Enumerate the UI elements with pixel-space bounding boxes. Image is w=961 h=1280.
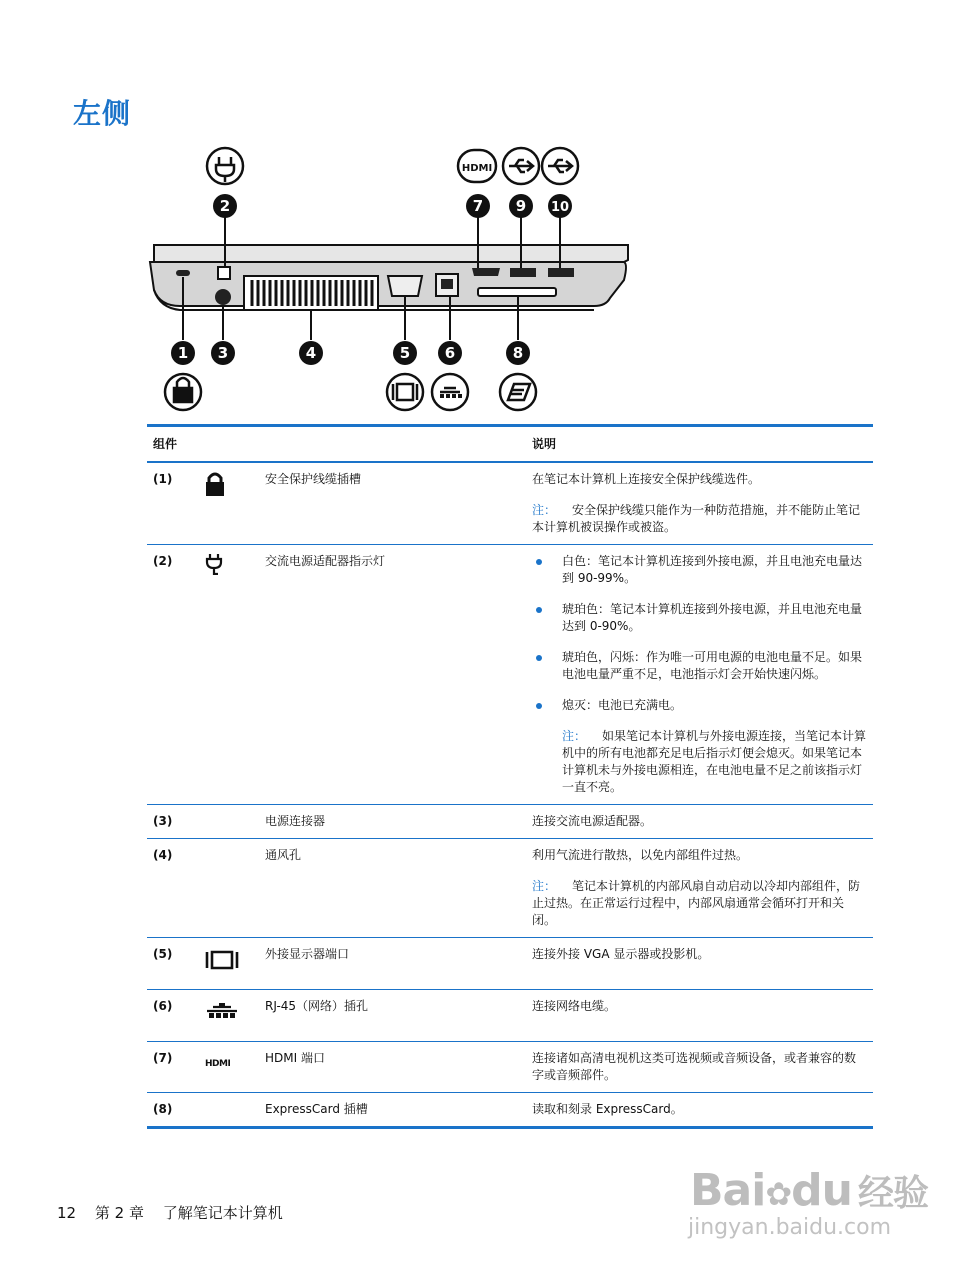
note-label: 注： [562, 729, 587, 743]
lock-icon [205, 471, 225, 497]
table-header-description: 说明 [526, 426, 873, 463]
note [532, 728, 867, 796]
note-text: 如果笔记本计算机与外接电源连接，当笔记本计算机中的所有电池都充足电后指示灯便会熄灭。如果笔记本计算机未与外接电源相连，在电池电量不足之前该指示灯一直不亮。 [562, 729, 867, 794]
hdmi-icon: HDMI [461, 163, 493, 174]
row-number: (1) [147, 462, 199, 545]
description: 连接交流电源适配器。 [526, 805, 873, 839]
expresscard-icon [500, 374, 536, 410]
component-name: ExpressCard 插槽 [259, 1093, 526, 1128]
note-text: 笔记本计算机的内部风扇自动启动以冷却内部组件，防止过热。在正常运行过程中，内部风扇通常会循环打开和关闭。 [532, 879, 861, 927]
table-row [147, 1093, 873, 1128]
row-number: (4) [147, 839, 199, 938]
row-number: (6) [147, 990, 199, 1042]
note-text: 安全保护线缆只能作为一种防范措施，并不能防止笔记本计算机被误操作或被盗。 [532, 503, 861, 534]
table-row [147, 990, 873, 1042]
page-footer [57, 1202, 297, 1223]
description: 在笔记本计算机上连接安全保护线缆选件。 [532, 472, 761, 486]
table-row [147, 1042, 873, 1093]
component-name: 电源连接器 [259, 805, 526, 839]
callout-3: 3 [217, 344, 229, 362]
row-number: (5) [147, 938, 199, 990]
callout-2: 2 [219, 197, 231, 215]
note-label: 注： [532, 503, 557, 517]
security-slot-shape [176, 270, 190, 276]
watermark-url: jingyan.baidu.com [688, 1215, 892, 1240]
network-icon [205, 1002, 239, 1020]
baidu-watermark: Bai✿du 经验 [690, 1165, 928, 1216]
list-item: 熄灭：电池已充满电。 [532, 697, 867, 714]
table-row [147, 938, 873, 990]
table-row [147, 545, 873, 805]
table-header-component: 组件 [147, 426, 526, 463]
description: 利用气流进行散热，以免内部组件过热。 [532, 848, 749, 862]
component-name: RJ-45（网络）插孔 [259, 990, 526, 1042]
list-item: 琥珀色：笔记本计算机连接到外接电源，并且电池充电量达到 0-90%。 [532, 601, 867, 635]
note-label: 注： [532, 879, 557, 893]
component-name: 安全保护线缆插槽 [259, 462, 526, 545]
chapter-title: 了解笔记本计算机 [162, 1204, 283, 1222]
page-number: 12 [57, 1204, 77, 1222]
row-number: (2) [147, 545, 199, 805]
row-number: (3) [147, 805, 199, 839]
chapter-number: 第 2 章 [94, 1204, 144, 1222]
table-row [147, 805, 873, 839]
component-name: 交流电源适配器指示灯 [259, 545, 526, 805]
component-name: 通风孔 [259, 839, 526, 938]
table-row [147, 839, 873, 938]
description: 连接诸如高清电视机这类可选视频或音频设备，或者兼容的数字或音频部件。 [526, 1042, 873, 1093]
laptop-left-side-figure [140, 140, 640, 420]
table-row [147, 462, 873, 545]
callout-1: 1 [177, 344, 189, 362]
callout-7: 7 [472, 197, 484, 215]
paw-icon: ✿ [765, 1175, 792, 1213]
component-table [147, 424, 873, 1129]
callout-10: 10 [550, 200, 570, 215]
section-title: 左侧 [73, 97, 132, 130]
note [532, 878, 867, 929]
description: 连接外接 VGA 显示器或投影机。 [526, 938, 873, 990]
callout-4: 4 [305, 344, 317, 362]
hdmi-icon: HDMI [205, 1059, 231, 1069]
description: 读取和刻录 ExpressCard。 [526, 1093, 873, 1128]
description: 连接网络电缆。 [526, 990, 873, 1042]
bullet-list [532, 553, 867, 714]
callout-6: 6 [444, 344, 456, 362]
monitor-port-icon [205, 950, 239, 970]
callout-8: 8 [512, 344, 524, 362]
component-name: HDMI 端口 [259, 1042, 526, 1093]
list-item: 琥珀色，闪烁：作为唯一可用电源的电池电量不足。如果电池电量严重不足，电池指示灯会开始快速闪烁。 [532, 649, 867, 683]
row-number: (7) [147, 1042, 199, 1093]
note [532, 502, 867, 536]
list-item: 白色：笔记本计算机连接到外接电源，并且电池充电量达到 90-99%。 [532, 553, 867, 587]
power-plug-icon [205, 553, 223, 575]
callout-5: 5 [399, 344, 411, 362]
component-name: 外接显示器端口 [259, 938, 526, 990]
callout-9: 9 [515, 197, 527, 215]
row-number: (8) [147, 1093, 199, 1128]
